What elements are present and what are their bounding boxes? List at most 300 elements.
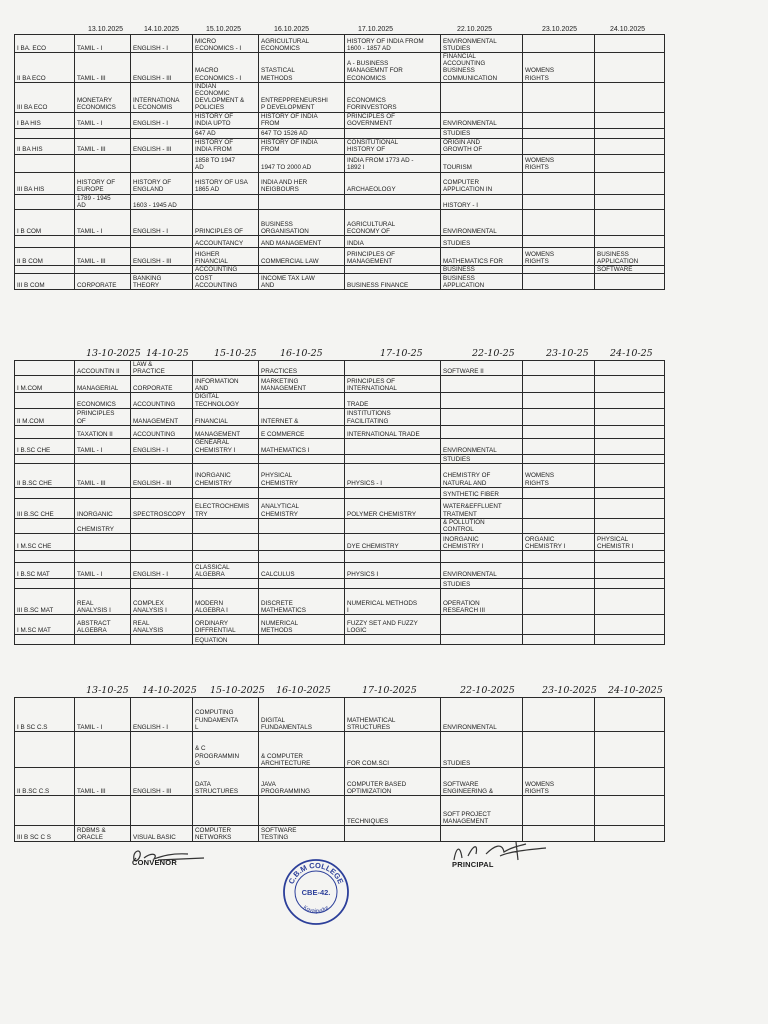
- seal-text: C.B.M COLLEGE: [286, 860, 346, 886]
- exam-subject-cell: ENVIRONMENTAL: [441, 112, 523, 128]
- exam-subject-cell: [595, 463, 665, 487]
- exam-subject-cell: TAMIL - III: [75, 463, 131, 487]
- exam-subject-cell: COMPUTING FUNDAMENTA L: [193, 698, 259, 732]
- exam-subject-cell: TAMIL - III: [75, 768, 131, 796]
- exam-subject-cell: [523, 236, 595, 248]
- table-row: [15, 425, 665, 438]
- class-cell: [15, 635, 75, 645]
- class-cell: [15, 194, 75, 209]
- exam-subject-cell: [595, 194, 665, 209]
- exam-subject-cell: ELECTROCHEMIS TRY: [193, 498, 259, 518]
- seal-code: CBE-42.: [301, 888, 331, 897]
- table-row: [15, 732, 665, 768]
- date-label: 13.10.2025: [88, 26, 124, 33]
- principal-label: PRINCIPAL: [452, 860, 494, 869]
- exam-subject-cell: [523, 487, 595, 498]
- exam-subject-cell: COMPLEX ANALYSIS I: [131, 589, 193, 615]
- exam-subject-cell: [595, 732, 665, 768]
- exam-subject-cell: STUDIES: [441, 128, 523, 138]
- class-cell: II BA ECO: [15, 53, 75, 83]
- class-cell: [15, 551, 75, 563]
- table-row: [15, 35, 665, 53]
- exam-subject-cell: ENVIRONMENTAL: [441, 563, 523, 579]
- exam-subject-cell: [75, 487, 131, 498]
- table-row: [15, 393, 665, 408]
- exam-subject-cell: HISTORY OF EUROPE: [75, 172, 131, 194]
- exam-subject-cell: [259, 487, 345, 498]
- date-label: 16-10-2025: [276, 685, 331, 696]
- date-label: 23.10.2025: [542, 26, 578, 33]
- exam-subject-cell: [131, 128, 193, 138]
- timetable-sheet-3: [14, 684, 664, 842]
- exam-subject-cell: [131, 534, 193, 551]
- exam-subject-cell: ECONOMICS FORINVESTORS: [345, 82, 441, 112]
- exam-subject-cell: REAL ANALYSIS I: [75, 589, 131, 615]
- exam-subject-cell: ACCOUNTING: [131, 393, 193, 408]
- exam-subject-cell: [523, 361, 595, 376]
- exam-subject-cell: ENGLISH - III: [131, 768, 193, 796]
- exam-table: [14, 697, 665, 842]
- exam-subject-cell: [595, 35, 665, 53]
- seal-place: Kovaipudur: [301, 904, 331, 915]
- exam-subject-cell: 1858 TO 1947 AD: [193, 154, 259, 172]
- class-cell: II BA HIS: [15, 138, 75, 154]
- exam-subject-cell: TAMIL - I: [75, 35, 131, 53]
- table-row: [15, 589, 665, 615]
- exam-subject-cell: WATER&EFFLUENT TRATMENT: [441, 498, 523, 518]
- table-row: [15, 463, 665, 487]
- exam-subject-cell: [75, 236, 131, 248]
- exam-subject-cell: [595, 210, 665, 236]
- exam-subject-cell: BUSINESS APPLICATION: [441, 274, 523, 290]
- exam-subject-cell: MANAGERIAL: [75, 376, 131, 393]
- exam-subject-cell: INORGANIC: [75, 498, 131, 518]
- exam-subject-cell: [193, 487, 259, 498]
- exam-subject-cell: [131, 551, 193, 563]
- exam-subject-cell: [595, 138, 665, 154]
- exam-subject-cell: [523, 408, 595, 425]
- exam-subject-cell: CONSITUTIONAL HISTORY OF: [345, 138, 441, 154]
- date-label: 24-10-25: [610, 348, 653, 359]
- exam-subject-cell: BANKING THEORY: [131, 274, 193, 290]
- exam-subject-cell: [595, 154, 665, 172]
- date-label: 15-10-2025: [210, 685, 265, 696]
- svg-text:C.B.M COLLEGE: [287, 861, 346, 885]
- exam-subject-cell: AGRICULTURAL ECONOMY OF: [345, 210, 441, 236]
- exam-subject-cell: [259, 551, 345, 563]
- exam-subject-cell: TECHNIQUES: [345, 796, 441, 826]
- class-cell: II B.SC C.S: [15, 768, 75, 796]
- exam-subject-cell: [441, 425, 523, 438]
- exam-subject-cell: STUDIES: [441, 579, 523, 589]
- exam-subject-cell: [523, 376, 595, 393]
- exam-subject-cell: DYE CHEMISTRY: [345, 534, 441, 551]
- exam-subject-cell: LAW & PRACTICE: [131, 361, 193, 376]
- exam-subject-cell: [595, 454, 665, 463]
- exam-subject-cell: [523, 172, 595, 194]
- exam-subject-cell: JAVA PROGRAMMING: [259, 768, 345, 796]
- date-label: 24-10-2025: [608, 685, 663, 696]
- class-cell: [15, 128, 75, 138]
- exam-subject-cell: MARKETING MANAGEMENT: [259, 376, 345, 393]
- exam-subject-cell: WOMENS RIGHTS: [523, 154, 595, 172]
- table-row: [15, 635, 665, 645]
- exam-subject-cell: [441, 376, 523, 393]
- exam-subject-cell: [523, 210, 595, 236]
- exam-subject-cell: ACCOUNTANCY: [193, 236, 259, 248]
- exam-subject-cell: [441, 82, 523, 112]
- table-row: [15, 518, 665, 533]
- exam-subject-cell: [259, 534, 345, 551]
- exam-subject-cell: PRINCIPLES OF INTERNATIONAL: [345, 376, 441, 393]
- exam-subject-cell: SOFTWARE II: [441, 361, 523, 376]
- exam-subject-cell: REAL ANALYSIS: [131, 615, 193, 635]
- class-cell: III B SC C S: [15, 826, 75, 842]
- exam-subject-cell: [595, 498, 665, 518]
- date-label: 23-10-25: [546, 348, 589, 359]
- exam-subject-cell: [441, 551, 523, 563]
- exam-subject-cell: BUSINESS ORGANISATION: [259, 210, 345, 236]
- exam-subject-cell: BUSINESS APPLICATION: [595, 248, 665, 266]
- table-row: [15, 128, 665, 138]
- exam-subject-cell: [345, 635, 441, 645]
- exam-subject-cell: [345, 128, 441, 138]
- exam-subject-cell: ORGANIC CHEMISTRY I: [523, 534, 595, 551]
- exam-subject-cell: INTERNATIONA L ECONOMIS: [131, 82, 193, 112]
- exam-subject-cell: TOURISM: [441, 154, 523, 172]
- exam-subject-cell: HISTORY OF INDIA FROM 1600 - 1857 AD: [345, 35, 441, 53]
- exam-subject-cell: [345, 194, 441, 209]
- exam-subject-cell: ENGLISH - III: [131, 138, 193, 154]
- class-cell: [15, 796, 75, 826]
- table-row: [15, 82, 665, 112]
- exam-subject-cell: [193, 194, 259, 209]
- exam-subject-cell: CORPORATE: [131, 376, 193, 393]
- exam-subject-cell: A - BUSINESS MANAGEMNT FOR ECONOMICS: [345, 53, 441, 83]
- table-row: [15, 698, 665, 732]
- exam-subject-cell: INCOME TAX LAW AND: [259, 274, 345, 290]
- class-cell: I M.SC MAT: [15, 615, 75, 635]
- exam-subject-cell: [595, 615, 665, 635]
- class-cell: [15, 154, 75, 172]
- date-label: 13-10-2025: [86, 348, 141, 359]
- date-label: 24.10.2025: [610, 26, 646, 33]
- exam-subject-cell: [523, 551, 595, 563]
- class-cell: II B COM: [15, 248, 75, 266]
- exam-subject-cell: MATHEMATICS I: [259, 438, 345, 454]
- class-cell: [15, 732, 75, 768]
- exam-subject-cell: [595, 393, 665, 408]
- exam-subject-cell: [345, 487, 441, 498]
- exam-subject-cell: PRACTICES: [259, 361, 345, 376]
- table-row: [15, 138, 665, 154]
- class-cell: III B COM: [15, 274, 75, 290]
- exam-subject-cell: VISUAL BASIC: [131, 826, 193, 842]
- exam-subject-cell: [595, 425, 665, 438]
- class-cell: [15, 487, 75, 498]
- class-cell: I BA. ECO: [15, 35, 75, 53]
- exam-subject-cell: [523, 518, 595, 533]
- exam-subject-cell: ACCOUNTIN II: [75, 361, 131, 376]
- exam-subject-cell: 1947 TO 2000 AD: [259, 154, 345, 172]
- exam-subject-cell: [193, 454, 259, 463]
- exam-subject-cell: 1603 - 1945 AD: [131, 194, 193, 209]
- exam-subject-cell: [131, 732, 193, 768]
- exam-subject-cell: [75, 266, 131, 274]
- exam-subject-cell: [523, 425, 595, 438]
- exam-subject-cell: HISTORY OF INDIA FROM: [259, 112, 345, 128]
- table-row: [15, 534, 665, 551]
- date-label: 17.10.2025: [358, 26, 394, 33]
- class-cell: I B.SC CHE: [15, 438, 75, 454]
- exam-subject-cell: DIGITAL FUNDAMENTALS: [259, 698, 345, 732]
- exam-subject-cell: ECONOMICS: [75, 393, 131, 408]
- exam-subject-cell: [345, 361, 441, 376]
- exam-subject-cell: TAMIL - III: [75, 138, 131, 154]
- exam-subject-cell: INFORMATION AND: [193, 376, 259, 393]
- class-cell: I M.SC CHE: [15, 534, 75, 551]
- table-row: [15, 454, 665, 463]
- table-row: [15, 615, 665, 635]
- exam-subject-cell: [259, 194, 345, 209]
- timetable-sheet-2: [14, 347, 664, 645]
- table-row: [15, 579, 665, 589]
- exam-subject-cell: ENVIRONMENTAL: [441, 210, 523, 236]
- exam-subject-cell: PRINCIPLES OF: [193, 210, 259, 236]
- exam-subject-cell: [193, 796, 259, 826]
- exam-subject-cell: EQUATION: [193, 635, 259, 645]
- exam-subject-cell: [193, 579, 259, 589]
- table-row: [15, 236, 665, 248]
- exam-subject-cell: HIGHER FINANCIAL: [193, 248, 259, 266]
- exam-subject-cell: MANAGEMENT: [193, 425, 259, 438]
- svg-text:Kovaipudur: [302, 905, 330, 915]
- class-cell: I M.COM: [15, 376, 75, 393]
- class-cell: I B.SC MAT: [15, 563, 75, 579]
- exam-subject-cell: SOFTWARE: [595, 266, 665, 274]
- class-cell: I B SC C.S: [15, 698, 75, 732]
- class-cell: [15, 236, 75, 248]
- exam-subject-cell: [131, 266, 193, 274]
- exam-subject-cell: COMPUTER BASED OPTIMIZATION: [345, 768, 441, 796]
- class-cell: III B.SC CHE: [15, 498, 75, 518]
- exam-subject-cell: HISTORY OF ENGLAND: [131, 172, 193, 194]
- table-row: [15, 438, 665, 454]
- exam-subject-cell: COMPUTER APPLICATION IN: [441, 172, 523, 194]
- exam-subject-cell: TAMIL - I: [75, 438, 131, 454]
- exam-subject-cell: HISTORY - I: [441, 194, 523, 209]
- exam-subject-cell: [595, 172, 665, 194]
- exam-subject-cell: INORGANIC CHEMISTRY I: [441, 534, 523, 551]
- exam-subject-cell: DATA STRUCTURES: [193, 768, 259, 796]
- exam-subject-cell: [595, 551, 665, 563]
- class-cell: [15, 361, 75, 376]
- exam-subject-cell: WOMENS RIGHTS: [523, 463, 595, 487]
- exam-subject-cell: [595, 128, 665, 138]
- exam-subject-cell: MANAGEMENT: [131, 408, 193, 425]
- date-header: [14, 24, 664, 34]
- timetable-sheet-1: [14, 24, 664, 290]
- exam-subject-cell: [595, 236, 665, 248]
- exam-subject-cell: [75, 579, 131, 589]
- exam-subject-cell: [259, 393, 345, 408]
- exam-subject-cell: AND MANAGEMENT: [259, 236, 345, 248]
- exam-subject-cell: [523, 35, 595, 53]
- date-label: 22-10-25: [472, 348, 515, 359]
- exam-subject-cell: & COMPUTER ARCHITECTURE: [259, 732, 345, 768]
- exam-subject-cell: STASTICAL METHODS: [259, 53, 345, 83]
- table-row: [15, 376, 665, 393]
- class-cell: I B COM: [15, 210, 75, 236]
- table-row: [15, 194, 665, 209]
- table-row: [15, 266, 665, 274]
- exam-subject-cell: STUDIES: [441, 732, 523, 768]
- exam-subject-cell: PHYSICS I: [345, 563, 441, 579]
- class-cell: [15, 393, 75, 408]
- table-row: [15, 551, 665, 563]
- exam-subject-cell: MATHEMATICS FOR: [441, 248, 523, 266]
- exam-subject-cell: [523, 454, 595, 463]
- exam-subject-cell: ENGLISH - III: [131, 53, 193, 83]
- exam-subject-cell: SPECTROSCOPY: [131, 498, 193, 518]
- exam-subject-cell: MODERN ALGEBRA I: [193, 589, 259, 615]
- exam-subject-cell: ENGLISH - III: [131, 248, 193, 266]
- exam-subject-cell: INTERNATIONAL TRADE: [345, 425, 441, 438]
- date-label: 22.10.2025: [457, 26, 493, 33]
- exam-subject-cell: [441, 615, 523, 635]
- table-row: [15, 487, 665, 498]
- table-row: [15, 248, 665, 266]
- exam-subject-cell: COMMERCIAL LAW: [259, 248, 345, 266]
- exam-subject-cell: [259, 635, 345, 645]
- date-label: 15.10.2025: [206, 26, 242, 33]
- exam-subject-cell: [595, 768, 665, 796]
- exam-subject-cell: DISCRETE MATHEMATICS: [259, 589, 345, 615]
- date-label: 14.10.2025: [144, 26, 180, 33]
- exam-subject-cell: INORGANIC CHEMISTRY: [193, 463, 259, 487]
- table-row: [15, 408, 665, 425]
- exam-subject-cell: CHEMISTRY: [75, 518, 131, 533]
- exam-subject-cell: [523, 615, 595, 635]
- exam-subject-cell: [131, 154, 193, 172]
- exam-subject-cell: ENVIRONMENTAL: [441, 698, 523, 732]
- exam-subject-cell: FUZZY SET AND FUZZY LOGIC: [345, 615, 441, 635]
- exam-subject-cell: [193, 551, 259, 563]
- exam-subject-cell: & POLLUTION CONTROL: [441, 518, 523, 533]
- exam-subject-cell: GENEARAL CHEMISTRY I: [193, 438, 259, 454]
- exam-subject-cell: [75, 154, 131, 172]
- exam-subject-cell: POLYMER CHEMISTRY: [345, 498, 441, 518]
- exam-subject-cell: HISTORY OF USA 1865 AD: [193, 172, 259, 194]
- exam-subject-cell: ENGLISH - I: [131, 210, 193, 236]
- table-row: [15, 796, 665, 826]
- date-label: 16-10-25: [280, 348, 323, 359]
- exam-subject-cell: NUMERICAL METHODS: [259, 615, 345, 635]
- exam-subject-cell: [595, 408, 665, 425]
- table-row: [15, 154, 665, 172]
- exam-subject-cell: [345, 579, 441, 589]
- exam-subject-cell: TAMIL - I: [75, 563, 131, 579]
- exam-subject-cell: CHEMISTRY OF NATURAL AND: [441, 463, 523, 487]
- signature-area: [0, 838, 768, 948]
- class-cell: [15, 518, 75, 533]
- exam-subject-cell: ORIGIN AND GROWTH OF: [441, 138, 523, 154]
- exam-subject-cell: [523, 698, 595, 732]
- exam-subject-cell: ACCOUNTING: [193, 266, 259, 274]
- exam-subject-cell: 647 AD: [193, 128, 259, 138]
- date-label: 14-10-25: [146, 348, 189, 359]
- date-label: 23-10-2025: [542, 685, 597, 696]
- date-label: 22-10-2025: [460, 685, 515, 696]
- exam-subject-cell: MONETARY ECONOMICS: [75, 82, 131, 112]
- exam-subject-cell: WOMENS RIGHTS: [523, 768, 595, 796]
- exam-table: [14, 360, 665, 645]
- table-row: [15, 112, 665, 128]
- exam-subject-cell: [595, 635, 665, 645]
- exam-subject-cell: INTERNET &: [259, 408, 345, 425]
- date-header: [14, 684, 664, 697]
- exam-subject-cell: [131, 579, 193, 589]
- exam-subject-cell: TAXATION II: [75, 425, 131, 438]
- exam-subject-cell: & C PROGRAMMIN G: [193, 732, 259, 768]
- exam-subject-cell: BUSINESS FINANCE: [345, 274, 441, 290]
- exam-subject-cell: [595, 518, 665, 533]
- exam-subject-cell: [523, 128, 595, 138]
- exam-subject-cell: OPERATION RESEARCH III: [441, 589, 523, 615]
- exam-subject-cell: ENGLISH - I: [131, 112, 193, 128]
- exam-subject-cell: FINANCIAL: [193, 408, 259, 425]
- college-seal: [282, 858, 350, 926]
- exam-subject-cell: ENGLISH - I: [131, 438, 193, 454]
- exam-subject-cell: [523, 732, 595, 768]
- exam-subject-cell: PRINCIPLES OF: [75, 408, 131, 425]
- exam-subject-cell: STUDIES: [441, 454, 523, 463]
- exam-subject-cell: [595, 796, 665, 826]
- exam-table: [14, 34, 665, 290]
- exam-subject-cell: [523, 393, 595, 408]
- exam-subject-cell: INDIA FROM 1773 AD - 1892 I: [345, 154, 441, 172]
- table-row: [15, 172, 665, 194]
- exam-subject-cell: [193, 518, 259, 533]
- exam-subject-cell: 647 TO 1526 AD: [259, 128, 345, 138]
- date-label: 16.10.2025: [274, 26, 310, 33]
- exam-subject-cell: HISTORY OF INDIA UPTO: [193, 112, 259, 128]
- exam-subject-cell: TAMIL - III: [75, 53, 131, 83]
- exam-subject-cell: [595, 438, 665, 454]
- exam-subject-cell: PRINCIPLES OF GOVERNMENT: [345, 112, 441, 128]
- exam-subject-cell: [595, 361, 665, 376]
- exam-subject-cell: STUDIES: [441, 236, 523, 248]
- exam-subject-cell: [131, 487, 193, 498]
- exam-subject-cell: [595, 376, 665, 393]
- exam-subject-cell: [595, 579, 665, 589]
- exam-subject-cell: [523, 796, 595, 826]
- exam-subject-cell: [595, 112, 665, 128]
- exam-subject-cell: NUMERICAL METHODS I: [345, 589, 441, 615]
- exam-subject-cell: TAMIL - I: [75, 112, 131, 128]
- exam-subject-cell: [131, 796, 193, 826]
- exam-subject-cell: RDBMS & ORACLE: [75, 826, 131, 842]
- class-cell: III BA ECO: [15, 82, 75, 112]
- exam-subject-cell: [523, 274, 595, 290]
- exam-subject-cell: [131, 518, 193, 533]
- exam-subject-cell: TAMIL - I: [75, 210, 131, 236]
- exam-subject-cell: ACCOUNTING: [131, 425, 193, 438]
- exam-subject-cell: FOR COM.SCI: [345, 732, 441, 768]
- exam-subject-cell: [75, 551, 131, 563]
- exam-subject-cell: [259, 579, 345, 589]
- exam-subject-cell: [345, 438, 441, 454]
